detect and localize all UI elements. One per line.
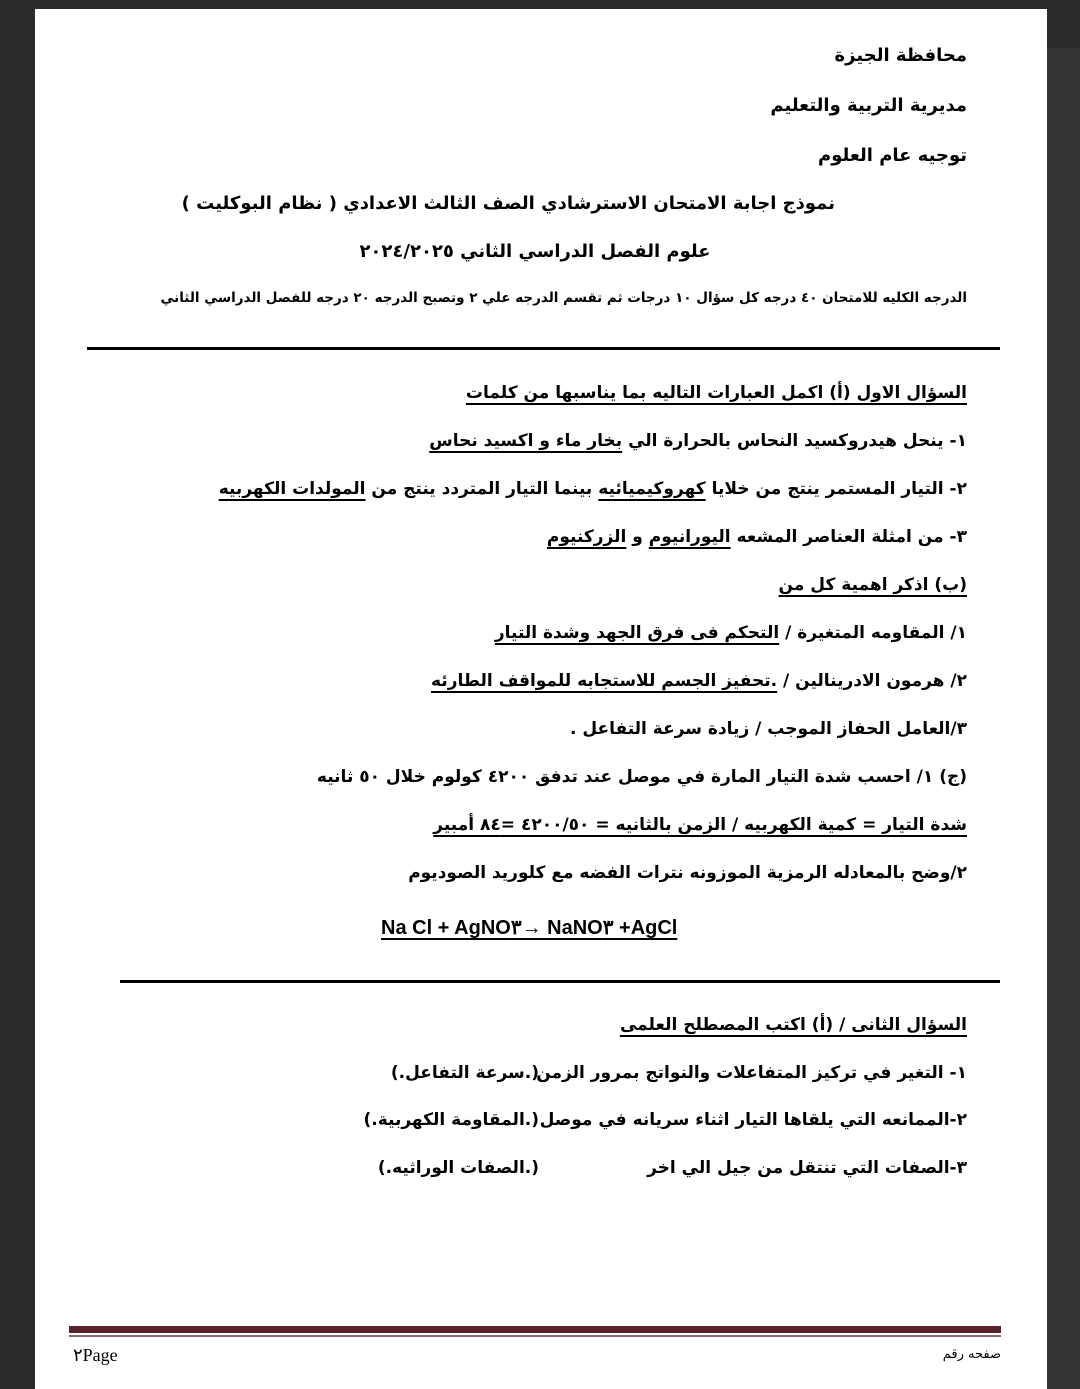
q2-title: السؤال الثانى / (أ) اكتب المصطلح العلمى (619, 1015, 967, 1035)
page-number: ٢Page (73, 1345, 118, 1365)
statement-text: ٣- من امثلة العناصر المشعه (730, 527, 967, 547)
answer-text: بخار ماء و اكسيد نحاس (429, 431, 623, 451)
q1b-item-3: ٣/العامل الحفاز الموجب / زيادة سرعة التفاعل . (569, 719, 967, 739)
q2-item-3-answer: (.الصفات الوراثيه.) (377, 1158, 539, 1178)
statement-text: ١/ المقاومه المتغيرة / (779, 623, 967, 643)
exam-title: نموذج اجابة الامتحان الاسترشادي الصف الثالث الاعدادي ( نظام البوكليت ) (181, 193, 835, 214)
q2-item-2-answer: (.المقاومة الكهربية.) (363, 1110, 539, 1130)
q2-item-1-statement: ١- التغير في تركيز المتفاعلات والنواتج بمرور الزمن (536, 1063, 967, 1083)
statement-text: بينما التيار المتردد ينتج من (365, 479, 599, 499)
exam-subtitle: علوم الفصل الدراسي الثاني ٢٠٢٤/٢٠٢٥ (359, 241, 711, 262)
answer-text: الزركنيوم (546, 527, 627, 547)
q1b-item-1 (495, 623, 967, 643)
divider (87, 347, 1000, 350)
statement-text: و (626, 527, 649, 547)
q2-item-3-statement: ٣-الصفات التي تنتقل من جيل الي اخر (647, 1158, 967, 1178)
q1-title: السؤال الاول (أ) اكمل العبارات التاليه بما يناسبها من كلمات (465, 383, 967, 403)
governorate-heading: محافظة الجيزة (834, 45, 967, 66)
q1c-question-1: (ج) ١/ احسب شدة التيار المارة في موصل عند تدفق ٤٢٠٠ كولوم خلال ٥٠ ثانيه (316, 767, 967, 787)
grading-note: الدرجه الكليه للامتحان ٤٠ درجه كل سؤال ١٠ درجات ثم تقسم الدرجه علي ٢ وتصبح الدرجه ٢٠ درجه للفصل الدراسي الثاني (160, 290, 967, 306)
answer-text: كهروكيميائيه (598, 479, 706, 499)
chemical-equation: Na Cl + AgNO٣→ NaNO٣ +AgCl (381, 917, 678, 939)
q1c-question-2: ٢/وضح بالمعادله الرمزية الموزونه نترات الفضه مع كلوريد الصوديوم (408, 863, 967, 883)
answer-text: المولدات الكهربيه (218, 479, 366, 499)
divider (120, 980, 1000, 983)
page-number-label: صفحه رقم (942, 1347, 1001, 1362)
q2-item-2-statement: ٢-الممانعه التي يلقاها التيار اثناء سريانه في موصل (539, 1110, 967, 1130)
q1a-item-1 (429, 431, 967, 451)
statement-text: ١- ينحل هيدروكسيد النحاس بالحرارة الي (622, 431, 967, 451)
answer-text: التحكم فى فرق الجهد وشدة التيار (494, 623, 780, 643)
supervision-heading: توجيه عام العلوم (818, 145, 967, 166)
q1c-answer-1: شدة التيار = كمية الكهربيه / الزمن بالثانيه = ٤٢٠٠/٥٠ =٨٤ أمبير (433, 815, 967, 835)
viewer-background (1047, 48, 1080, 1389)
footer-bar (69, 1326, 1001, 1333)
answer-text: اليورانيوم (648, 527, 731, 547)
document-page (35, 9, 1047, 1389)
q2-item-1-answer: (.سرعة التفاعل.) (390, 1063, 539, 1083)
q1a-item-3 (547, 527, 967, 547)
answer-text: .تحفيز الجسم للاستجابه للمواقف الطارئه (431, 671, 778, 691)
footer-line (69, 1335, 1001, 1337)
q1b-title: (ب) اذكر اهمية كل من (778, 575, 967, 595)
q1a-item-2 (219, 479, 967, 499)
statement-text: ٢- التيار المستمر ينتج من خلايا (705, 479, 967, 499)
q1b-item-2 (431, 671, 967, 691)
statement-text: ٢/ هرمون الادرينالين / (777, 671, 967, 691)
directorate-heading: مديرية التربية والتعليم (770, 95, 967, 116)
